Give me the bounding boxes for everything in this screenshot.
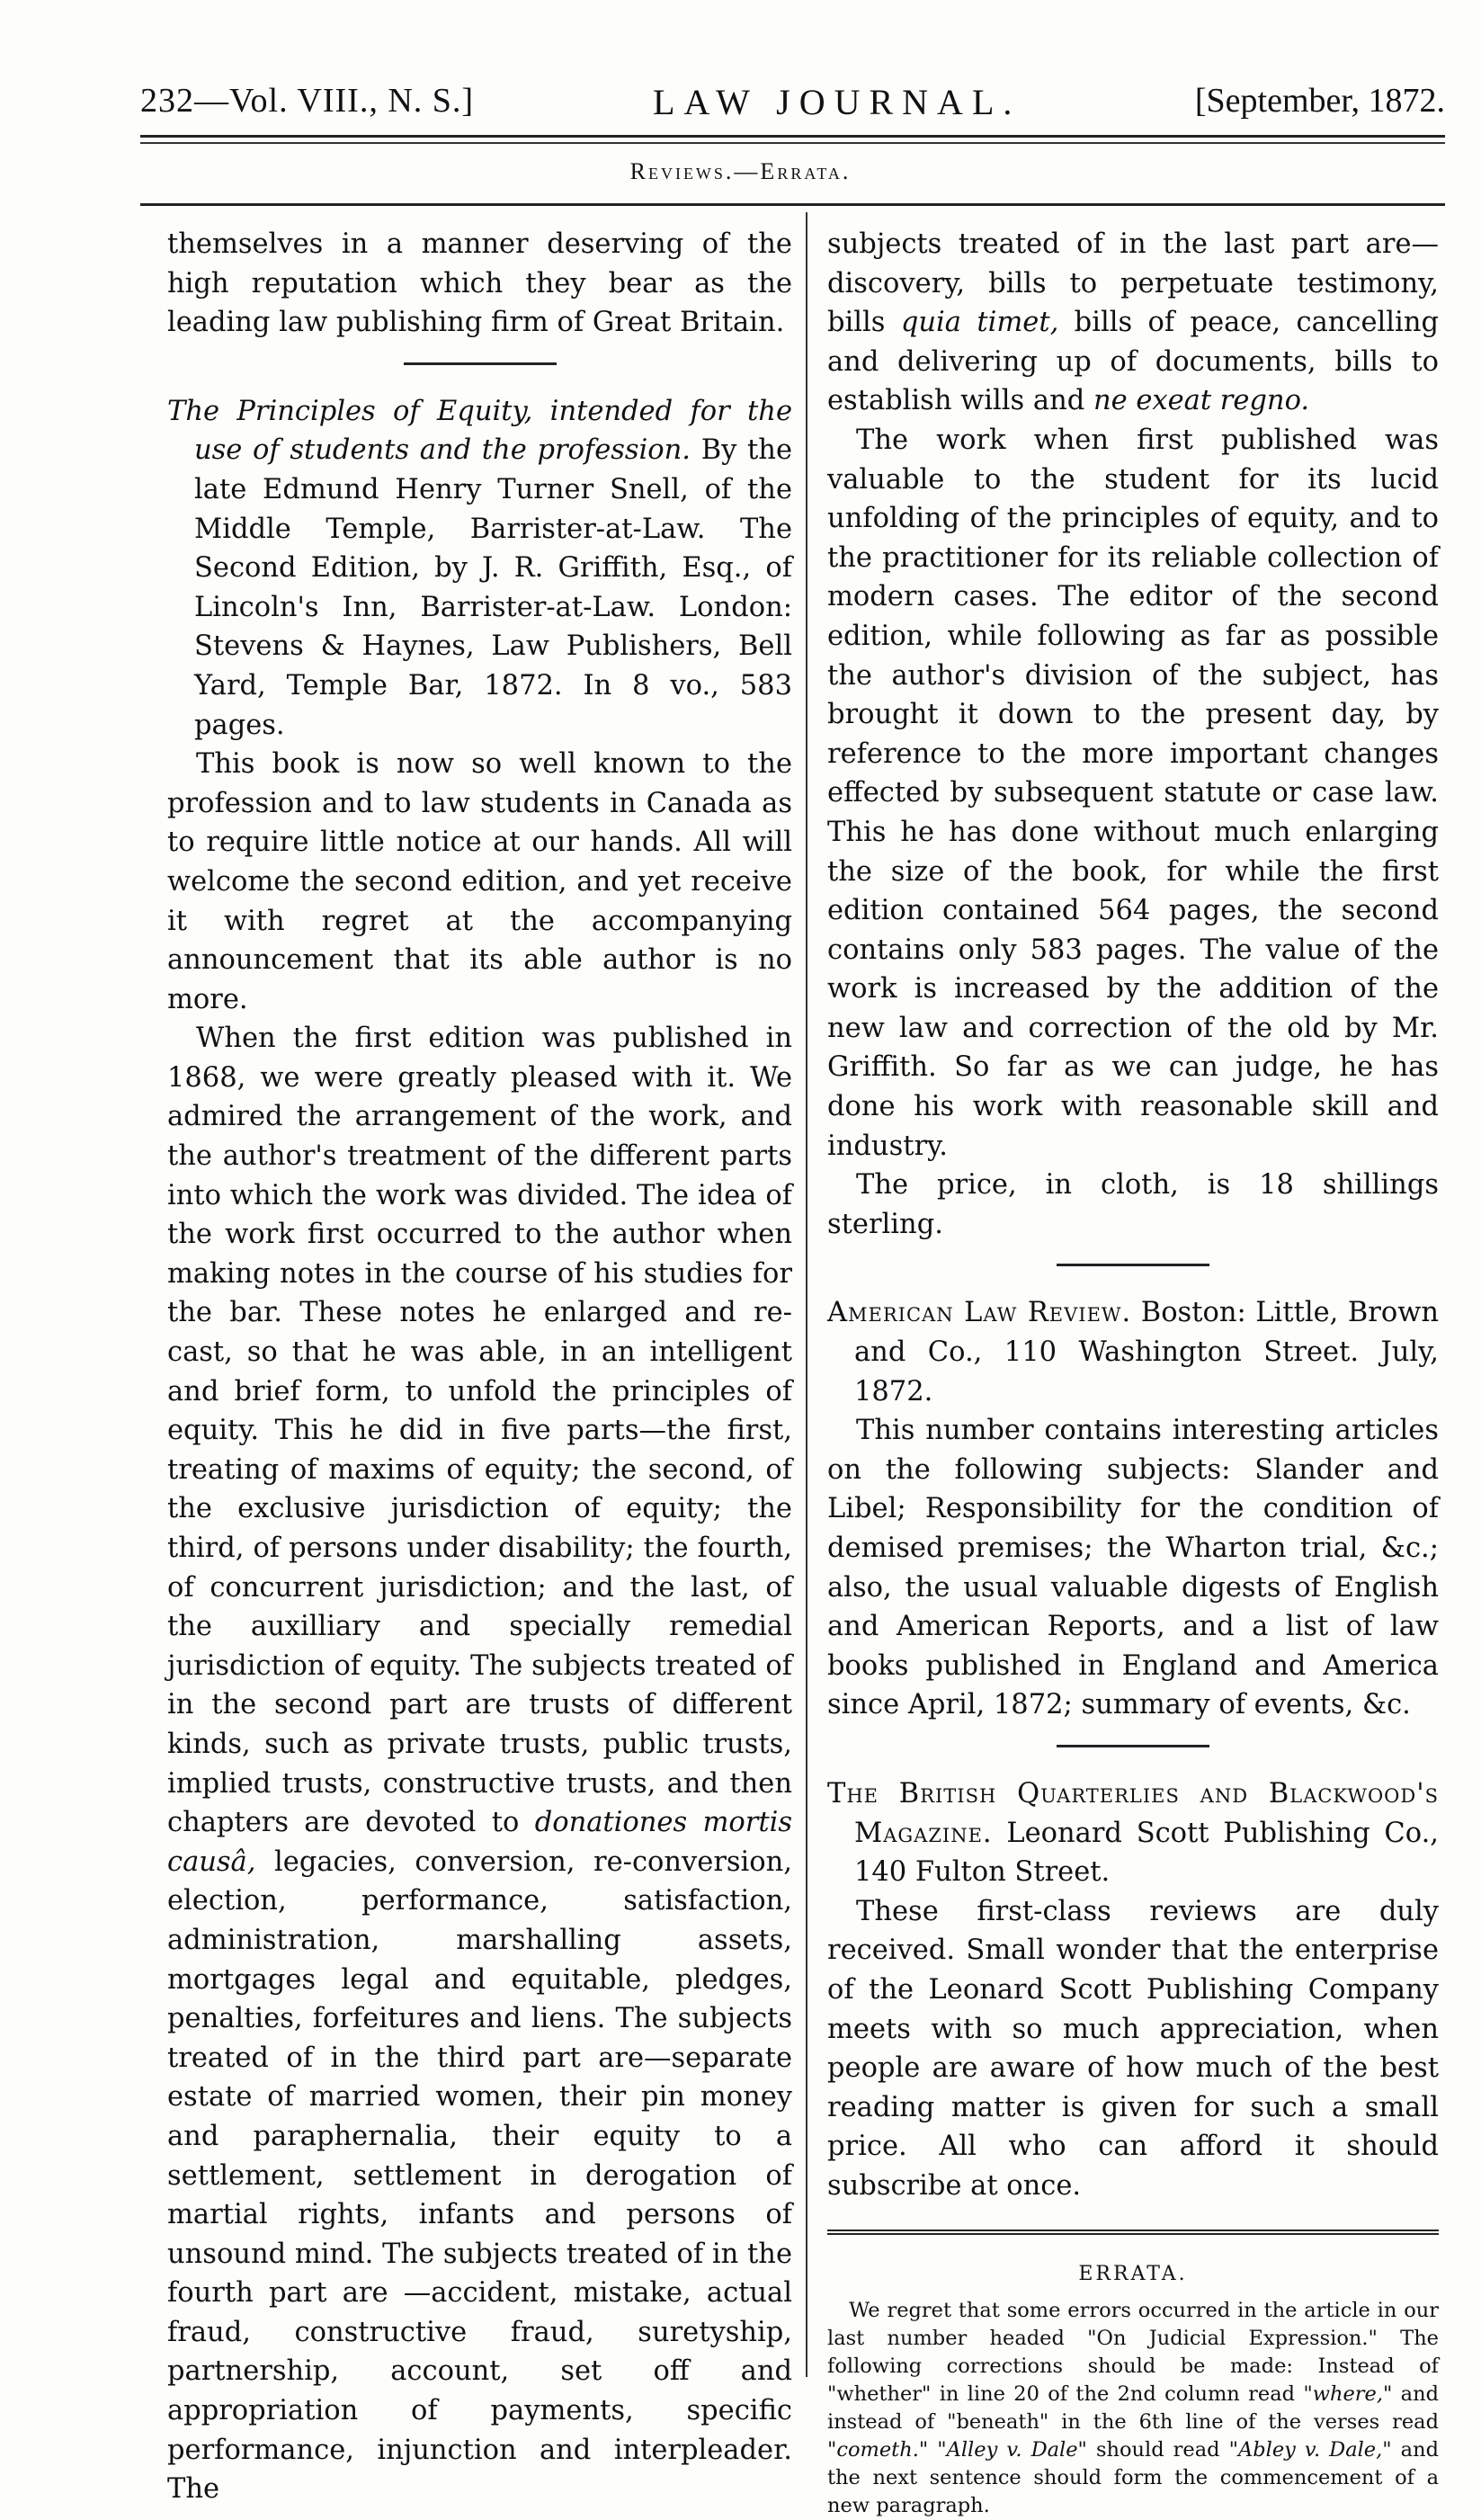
quoted-word: Alley v. Dale xyxy=(946,2438,1078,2462)
errata-heading: ERRATA. xyxy=(1078,2262,1188,2285)
paragraph xyxy=(167,1019,792,2509)
header-journal-title: LAW JOURNAL. xyxy=(653,82,1022,122)
review-heading xyxy=(827,1293,1439,1411)
text-run: legacies, conversion, re-conversion, election, performance, satisfaction, administration, marshalling assets, mortgages legal and equitable, pledges, penalties, forfeitures and liens. The subjects treated of in the third part are—separate estate of married women, their pin money and paraphernalia, their equity to a settlement, settlement in derogation of martial rights, infants and persons of unsound mind. The subjects treated of in the fourth part are —accident, mistake, actual fraud, constructive fraud, suretyship, partnership, account, set off and appropriation of payments, specific performance, injunction and interpleader. The xyxy=(167,1845,793,2506)
review-journal-title: American Law Review. xyxy=(827,1297,1132,1329)
right-column xyxy=(827,225,1439,2520)
header-rule-bottom xyxy=(140,142,1445,144)
review-journal-title: The British Quarterlies and Blackwood's Magazine. xyxy=(827,1777,1439,1849)
text-run: " should read " xyxy=(1077,2438,1238,2462)
text-run: subjects treated of in the last part are—discovery, bills to perpetuate testimony, bills xyxy=(827,228,1439,339)
review-book-title: The Principles of Equity, intended for the use of students and the profession. xyxy=(167,395,792,467)
header-volume: 232—Vol. VIII., N. S.] xyxy=(140,82,475,120)
separator-rule xyxy=(1057,1745,1209,1747)
header-date: [September, 1872. xyxy=(1194,82,1445,120)
section-rule xyxy=(140,203,1445,206)
quoted-word: cometh. xyxy=(836,2438,919,2462)
text-run: " " xyxy=(918,2438,947,2462)
text-run: When the first edition was published in 1868, we were greatly pleased with it. We admired the arrangement of the work, and the author's treatment of the different parts into which the work was divided. The idea of the work first occurred to the author when making notes in the course of his studies for the bar. These notes he enlarged and re-cast, so that he was able, in an intelligent and brief form, to unfold the principles of equity. This he did in five parts—the first, treating of maxims of equity; the second, of the exclusive jurisdiction of equity; the third, of persons under disability; the fourth, of concurrent jurisdiction; and the last, of the auxilliary and specially remedial jurisdiction of equity. The subjects treated of in the second part are trusts of different kinds, such as private trusts, public trusts, implied trusts, constructive trusts, and then chapters are devoted to xyxy=(167,1023,792,1839)
text-run: " and the next sentence should form the commencement of a new paragraph. xyxy=(827,2438,1439,2518)
separator-rule xyxy=(1057,1264,1209,1266)
latin-term: ne exeat regno. xyxy=(1093,385,1310,417)
paragraph: The price, in cloth, is 18 shillings sterling. xyxy=(827,1169,1439,1240)
paragraph: This book is now so well known to the profession and to law students in Canada as to require little notice at our hands. All will welcome the second edition, and yet receive it with regret at the accompanying announcement that its able author is no more. xyxy=(167,748,792,1015)
review-journal-details: Leonard Scott Publishing Co., 140 Fulton Street. xyxy=(854,1817,1439,1889)
paragraph: The work when first published was valuable to the student for its lucid unfolding of the principles of equity, and to the practitioner for its reliable collection of modern cases. The editor of the second edition, while following as far as possible the author's division of the subject, has brought it down to the present day, by reference to the more important changes effected by subsequent statute or case law. This he has done without much enlarging the size of the book, for while the first edition contained 564 pages, the second contains only 583 pages. The value of the work is increased by the addition of the new law and correction of the old by Mr. Griffith. So far as we can judge, he has done his work with reasonable skill and industry. xyxy=(827,424,1439,1162)
quoted-word: where, xyxy=(1312,2382,1383,2407)
text-run: " and instead of "beneath" in the 6th line of the verses read " xyxy=(827,2382,1439,2462)
paragraph: This number contains interesting articles on the following subjects: Slander and Libel; Responsibility for the condition of demised premises; the Wharton trial, &c.; also, the usual valuable digests of English and American Reports, and a list of law books published in England and America since April, 1872; summary of events, &c. xyxy=(827,1415,1439,1721)
paragraph: themselves in a manner deserving of the high reputation which they bear as the leading law publishing firm of Great Britain. xyxy=(167,228,792,339)
header-rule-top xyxy=(140,135,1445,138)
quoted-word: Abley v. Dale, xyxy=(1237,2438,1383,2462)
errata-rule xyxy=(827,2230,1439,2235)
text-run: bills of peace, cancelling and delivering up of documents, bills to establish wills and xyxy=(827,307,1439,417)
review-book-details: By the late Edmund Henry Turner Snell, of the Middle Temple, Barrister-at-Law. The Second Edition, by J. R. Griffith, Esq., of Lincoln's Inn, Barrister-at-Law. London: Stevens & Haynes, Law Publishers, Bell Yard, Temple Bar, 1872. In 8 vo., 583 pages. xyxy=(194,434,793,741)
review-heading xyxy=(827,1774,1439,1892)
running-header xyxy=(140,76,1445,130)
review-heading xyxy=(167,392,792,745)
separator-rule xyxy=(404,362,557,365)
text-run: We regret that some errors occurred in the article in our last number headed "On Judicial Expression." The following corrections should be made: Instead of "whether" in line 20 of the 2nd column read " xyxy=(827,2299,1439,2407)
paragraph xyxy=(827,225,1439,421)
latin-term: donationes mortis causâ, xyxy=(167,1807,792,1878)
column-divider xyxy=(806,212,807,2377)
review-journal-details: Boston: Little, Brown and Co., 110 Washington Street. July, 1872. xyxy=(854,1297,1439,1407)
section-title: Reviews.—Errata. xyxy=(629,158,852,184)
paragraph: These first-class reviews are duly received. Small wonder that the enterprise of the Leonard Scott Publishing Company meets with so much appreciation, when people are aware of how much of the best reading matter is given for such a small price. All who can afford it should subscribe at once. xyxy=(827,1895,1439,2202)
errata-text xyxy=(827,2297,1439,2520)
latin-term: quia timet, xyxy=(900,307,1059,339)
left-column xyxy=(167,225,792,2509)
